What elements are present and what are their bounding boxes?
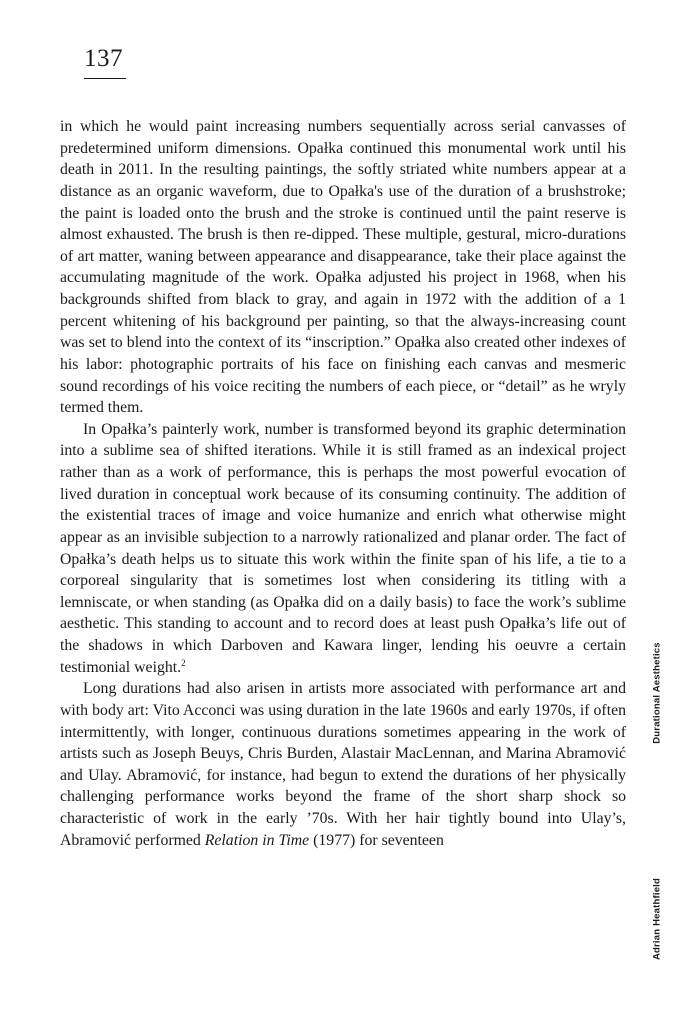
paragraph-3-text-end: (1977) for seventeen — [309, 831, 444, 849]
artwork-title: Relation in Time — [204, 831, 310, 849]
page-number: 137 — [84, 45, 123, 72]
paragraph-3-text: Long durations had also arisen in artists more associated with performance art and with body art: Vito Acconci was using duration in the late 1960s and early 1970s, if often intermittently, with longer, continuous durations sometimes appearing in the work of artists such as Joseph Beuys, Chris Burden, Alastair MacLennan, and Marina Abramović and Ulay. Abramović, for instance, had begun to extend the durations of her physically challenging performance works beyond the frame of the short sharp shock so characteristic of work in the early ’70s. With her hair tightly bound into Ulay’s, Abramović performed — [60, 680, 626, 849]
paragraph-1: in which he would paint increasing numbers sequentially across serial canvasses of predetermined uniform dimensions. Opałka continued this monumental work until his death in 2011. In the resulting paintings, the softly striated white numbers appear at a distance as an organic waveform, due to Opałka's use of the duration of a brushstroke; the paint is loaded onto the brush and the stroke is continued until the paint reserve is almost exhausted. The brush is then re-dipped. These multiple, gestural, micro-durations of art matter, waning between appearance and disappearance, take their place against the accumulating magnitude of the work. Opałka adjusted his project in 1968, when his backgrounds shifted from black to gray, and again in 1972 with the addition of a 1 percent whitening of his background per painting, so that the always-increasing count was set to blend into the context of its “inscription.” Opałka also created other indexes of his labor: photographic portraits of his face on finishing each canvas and mesmeric sound recordings of his voice reciting the numbers of each piece, or “detail” as he wryly termed them. — [60, 118, 626, 417]
section-margin-label: Durational Aesthetics — [651, 642, 663, 744]
body-text — [60, 116, 626, 851]
paragraph-3 — [60, 678, 626, 851]
paragraph-2-text: In Opałka’s painterly work, number is transformed beyond its graphic determination into a sublime sea of shifted iterations. While it is still framed as an indexical project rather than as a work of performance, this is perhaps the most powerful evocation of lived duration in conceptual work because of its consuming continuity. The addition of the existential traces of image and voice humanize and enrich what otherwise might appear as an invisible subjection to a narrowly rationalized and planar order. The fact of Opałka’s death helps us to situate this work within the finite span of his life, a tie to a corporeal singularity that is sometimes lost when considering its titling with a lemniscate, or when standing (as Opałka did on a daily basis) to face the work’s sublime aesthetic. This standing to account and to record does at least push Opałka’s life out of the shadows in which Darboven and Kawara linger, lending his oeuvre a certain testimonial weight. — [60, 420, 626, 676]
footnote-reference: 2 — [181, 657, 186, 668]
page-number-rule — [84, 78, 126, 79]
author-margin-label: Adrian Heathfield — [651, 877, 663, 961]
paragraph-2 — [60, 419, 626, 679]
